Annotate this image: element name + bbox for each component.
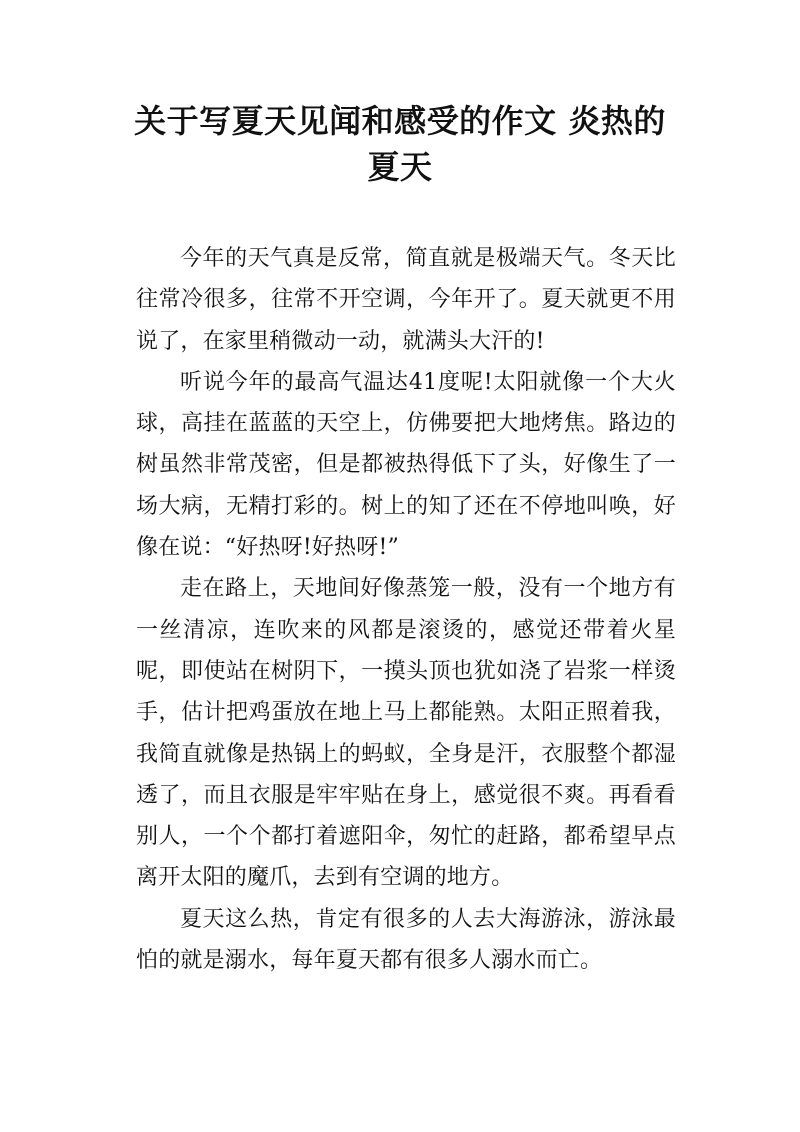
paragraph-3: 走在路上，天地间好像蒸笼一般，没有一个地方有一丝清凉，连吹来的风都是滚烫的，感觉还带着火星呢，即使站在树阴下，一摸头顶也犹如浇了岩浆一样烫手，估计把鸡蛋放在地上马上都能熟。太阳正照着我，我简直就像是热锅上的蚂蚁，全身是汗，衣服整个都湿透了，而且衣服是牢牢贴在身上，感觉很不爽。再看看别人，一个个都打着遮阳伞，匆忙的赶路，都希望早点离开太阳的魔爪，去到有空调的地方。	[136, 576, 676, 891]
paragraph-4: 夏天这么热，肯定有很多的人去大海游泳，游泳最怕的就是溺水，每年夏天都有很多人溺水而亡。	[136, 906, 676, 974]
paragraph-1: 今年的天气真是反常，简直就是极端天气。冬天比往常冷很多，往常不开空调，今年开了。夏天就更不用说了，在家里稍微动一动，就满头大汗的!	[136, 246, 676, 354]
paragraph-2: 听说今年的最高气温达41度呢!太阳就像一个大火球，高挂在蓝蓝的天空上，仿佛要把大地烤焦。路边的树虽然非常茂密，但是都被热得低下了头，好像生了一场大病，无精打彩的。树上的知了还在不停地叫唤，好像在说：“好热呀!好热呀!”	[136, 369, 676, 561]
title-line-1: 关于写夏天见闻和感受的作文 炎热的	[134, 102, 666, 140]
document-title	[120, 98, 680, 190]
title-line-2: 夏天	[367, 148, 433, 186]
document-body	[136, 238, 676, 981]
